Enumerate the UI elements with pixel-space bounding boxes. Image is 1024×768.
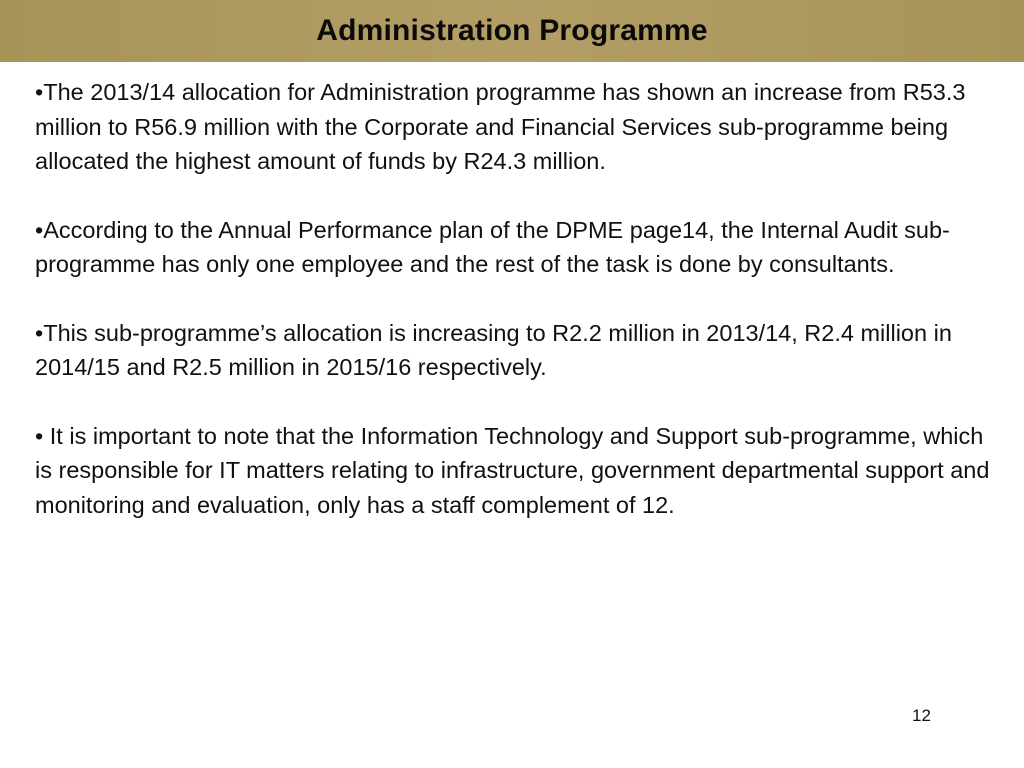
slide-title: Administration Programme xyxy=(316,14,708,47)
bullet-sub-programme-allocation: •This sub-programme’s allocation is increasing to R2.2 million in 2013/14, R2.4 million in 2014/15 and R2.5 million in 2015/16 respectively. xyxy=(35,319,952,380)
bullet-allocation-increase: •The 2013/14 allocation for Administration programme has shown an increase from R53.3 million to R56.9 million with the Corporate and Financial Services sub-programme being allocated the highest amount of funds by R24.3 million. xyxy=(35,79,966,174)
page-number: 12 xyxy=(912,706,931,725)
slide-content xyxy=(35,75,1005,556)
bullet-internal-audit: •According to the Annual Performance plan of the DPME page14, the Internal Audit sub-programme has only one employee and the rest of the task is done by consultants. xyxy=(35,216,950,277)
title-bar xyxy=(0,0,1024,62)
bullet-it-support-staff: • It is important to note that the Information Technology and Support sub-programme, which is responsible for IT matters relating to infrastructure, government departmental support and monitoring and evaluation, only has a staff complement of 12. xyxy=(35,422,990,518)
